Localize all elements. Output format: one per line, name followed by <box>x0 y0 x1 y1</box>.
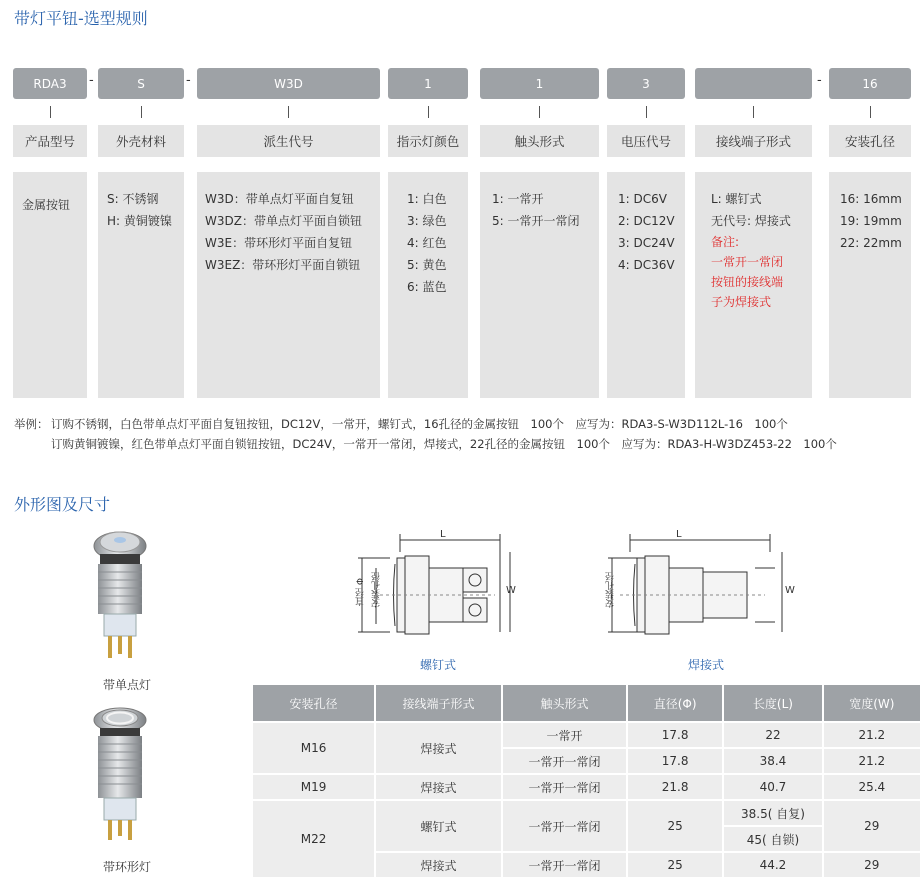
desc-line: 22: 22mm <box>840 236 902 250</box>
desc-line: S: 不锈钢 <box>107 192 159 206</box>
desc-line: W3E：带环形灯平面自复钮 <box>205 236 353 250</box>
terminal-note: 备注: <box>711 235 740 249</box>
code-dash: - <box>89 73 94 88</box>
label-product: 产品型号 <box>13 125 87 157</box>
table-cell: 45( 自锁) <box>723 826 822 852</box>
desc-line: 金属按钮 <box>22 198 71 212</box>
desc-line: H: 黄铜镀镍 <box>107 214 172 228</box>
table-cell: 21.2 <box>823 748 920 774</box>
table-cell: 25 <box>627 800 723 852</box>
desc-terminal <box>695 172 812 398</box>
table-cell: 一常开 <box>502 722 627 748</box>
desc-line: L: 螺钉式 <box>711 192 762 206</box>
table-row <box>253 800 920 826</box>
drawing-screw-type <box>340 528 520 648</box>
dim-label-diameter: 直径 Φ <box>356 578 366 606</box>
connector-tick <box>539 106 540 118</box>
label-hole: 安装孔径 <box>829 125 911 157</box>
label-terminal: 接线端子形式 <box>695 125 812 157</box>
table-header: 安装孔径 <box>253 685 375 722</box>
desc-line: 16: 16mm <box>840 192 902 206</box>
code-dash: - <box>817 73 822 88</box>
code-product: RDA3 <box>13 68 87 99</box>
table-header: 触头形式 <box>502 685 627 722</box>
drawing-caption-screw: 螺钉式 <box>420 658 457 672</box>
code-hole: 16 <box>829 68 911 99</box>
connector-tick <box>288 106 289 118</box>
connector-tick <box>870 106 871 118</box>
table-cell: 一常开一常闭 <box>502 748 627 774</box>
label-contact: 触头形式 <box>480 125 599 157</box>
table-cell: 一常开一常闭 <box>502 800 627 852</box>
dim-label-l: L <box>440 529 446 540</box>
desc-voltage <box>607 172 685 398</box>
desc-line: W3EZ：带环形灯平面自锁钮 <box>205 258 361 272</box>
terminal-note: 子为焊接式 <box>711 295 772 309</box>
dimension-table <box>253 685 920 877</box>
desc-product <box>13 172 87 398</box>
table-header: 接线端子形式 <box>375 685 502 722</box>
table-cell: 一常开一常闭 <box>502 774 627 800</box>
table-cell: 29 <box>823 852 920 877</box>
code-terminal <box>695 68 812 99</box>
table-cell: 螺钉式 <box>375 800 502 852</box>
table-header: 直径(Φ) <box>627 685 723 722</box>
drawing-solder-type <box>590 528 790 648</box>
table-header: 长度(L) <box>723 685 822 722</box>
connector-tick <box>753 106 754 118</box>
table-cell: 38.4 <box>723 748 822 774</box>
label-color: 指示灯颜色 <box>388 125 468 157</box>
example-line-1: 订购不锈钢，白色带单点灯平面自复钮按钮，DC12V，一常开，螺钉式，16孔径的金属按钮 100个 应写为：RDA3-S-W3D112L-16 100个 <box>51 417 788 431</box>
desc-line: 2: DC12V <box>618 214 675 228</box>
drawing-caption-solder: 焊接式 <box>688 658 725 672</box>
code-contact: 1 <box>480 68 599 99</box>
connector-tick <box>428 106 429 118</box>
section-title: 外形图及尺寸 <box>14 495 111 514</box>
table-cell: 29 <box>823 800 920 852</box>
desc-line: W3DZ：带单点灯平面自锁钮 <box>205 214 362 228</box>
table-cell: 44.2 <box>723 852 822 877</box>
desc-line: 5: 一常开一常闭 <box>492 214 580 228</box>
desc-line: 6: 蓝色 <box>407 280 447 294</box>
desc-line: 19: 19mm <box>840 214 902 228</box>
table-cell: 25 <box>627 852 723 877</box>
desc-line: 无代号: 焊接式 <box>711 214 791 228</box>
connector-tick <box>646 106 647 118</box>
table-cell: 焊接式 <box>375 722 502 774</box>
code-material: S <box>98 68 184 99</box>
desc-line: 3: DC24V <box>618 236 675 250</box>
dim-label-w: W <box>785 585 795 596</box>
table-cell: 25.4 <box>823 774 920 800</box>
desc-line: 1: 一常开 <box>492 192 544 206</box>
button-photo-ring <box>80 700 160 850</box>
desc-hole <box>829 172 911 398</box>
label-derivative: 派生代号 <box>197 125 380 157</box>
dim-label-l: L <box>676 529 682 540</box>
table-cell: 焊接式 <box>375 774 502 800</box>
connector-tick <box>141 106 142 118</box>
table-cell: M16 <box>253 722 375 774</box>
dim-label-w: W <box>506 585 516 596</box>
table-cell: 38.5( 自复) <box>723 800 822 826</box>
photo-caption-ring: 带环形灯 <box>103 860 152 874</box>
label-material: 外壳材料 <box>98 125 184 157</box>
dim-label-hole: 安装孔径 <box>606 572 616 608</box>
table-cell: 22 <box>723 722 822 748</box>
page-title: 带灯平钮-选型规则 <box>14 9 148 28</box>
code-dash: - <box>186 73 191 88</box>
example-line-2: 订购黄铜镀镍，红色带单点灯平面自锁钮按钮，DC24V，一常开一常闭，焊接式，22孔径的金属按钮 100个 应写为：RDA3-H-W3DZ453-22 100个 <box>51 437 837 451</box>
label-voltage: 电压代号 <box>607 125 685 157</box>
dim-label-hole: 安装孔径 <box>372 572 382 608</box>
desc-line: 3: 绿色 <box>407 214 447 228</box>
table-row <box>253 722 920 748</box>
terminal-note: 一常开一常闭 <box>711 255 784 269</box>
desc-color <box>388 172 468 398</box>
desc-contact <box>480 172 599 398</box>
desc-line: W3D：带单点灯平面自复钮 <box>205 192 354 206</box>
desc-line: 4: DC36V <box>618 258 675 272</box>
table-cell: M19 <box>253 774 375 800</box>
table-cell: 17.8 <box>627 748 723 774</box>
desc-material <box>98 172 184 398</box>
button-photo-dot <box>80 520 160 670</box>
desc-line: 5: 黄色 <box>407 258 447 272</box>
code-voltage: 3 <box>607 68 685 99</box>
desc-line: 1: DC6V <box>618 192 667 206</box>
connector-tick <box>50 106 51 118</box>
terminal-note: 按钮的接线端 <box>711 275 784 289</box>
example-prefix: 举例： <box>14 417 49 431</box>
table-header: 宽度(W) <box>823 685 920 722</box>
table-cell: 一常开一常闭 <box>502 852 627 877</box>
photo-caption-dot: 带单点灯 <box>103 678 152 692</box>
desc-line: 4: 红色 <box>407 236 447 250</box>
table-row <box>253 774 920 800</box>
code-color: 1 <box>388 68 468 99</box>
table-cell: 焊接式 <box>375 852 502 877</box>
desc-derivative <box>197 172 380 398</box>
table-cell: M22 <box>253 800 375 877</box>
table-cell: 21.2 <box>823 722 920 748</box>
table-cell: 40.7 <box>723 774 822 800</box>
table-cell: 17.8 <box>627 722 723 748</box>
table-cell: 21.8 <box>627 774 723 800</box>
code-derivative: W3D <box>197 68 380 99</box>
desc-line: 1: 白色 <box>407 192 447 206</box>
